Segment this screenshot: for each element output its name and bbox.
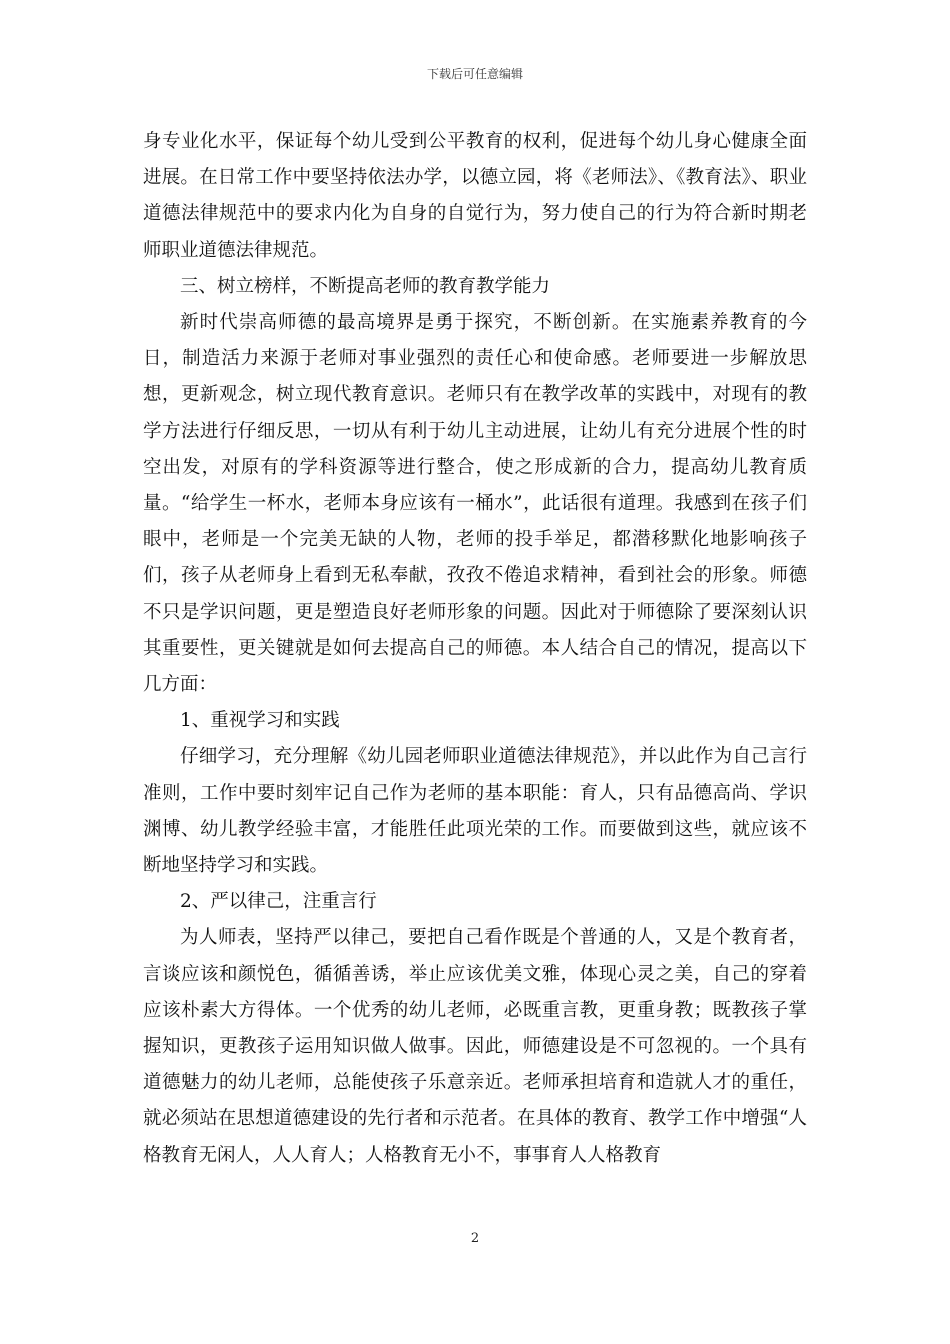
section-heading-3: 三、树立榜样，不断提高老师的教育教学能力 [180, 275, 551, 297]
page-header: 下载后可任意编辑 [426, 67, 523, 81]
subheading-1: 1、重视学习和实践 [180, 710, 340, 732]
paragraph-study-practice: 仔细学习，充分理解《幼儿园老师职业道德法律规范》，并以此作为自己言行准则，工作中要时刻牢记自己作为老师的基本职能：育人，只有品德高尚、学识渊博、幼儿教学经验丰富，才能胜任此项光荣的工作。而要做到这些，就应该不断地坚持学习和实践。 [143, 746, 807, 877]
subheading-2: 2、严以律己，注重言行 [180, 891, 377, 913]
document-body [143, 124, 807, 1174]
paragraph-innovation: 新时代崇高师德的最高境界是勇于探究，不断创新。在实施素养教育的今日，制造活力来源于老师对事业强烈的责任心和使命感。老师要进一步解放思想，更新观念，树立现代教育意识。老师只有在教学改革的实践中，对现有的教学方法进行仔细反思，一切从有利于幼儿主动进展，让幼儿有充分进展个性的时空出发，对原有的学科资源等进行整合，使之形成新的合力，提高幼儿教育质量。“给学生一杯水，老师本身应该有一桶水”，此话很有道理。我感到在孩子们眼中，老师是一个完美无缺的人物，老师的投手举足，都潜移默化地影响孩子们，孩子从老师身上看到无私奉献，孜孜不倦追求精神，看到社会的形象。师德不只是学识问题，更是塑造良好老师形象的问题。因此对于师德除了要深刻认识其重要性，更关键就是如何去提高自己的师德。本人结合自己的情况，提高以下几方面： [143, 312, 807, 696]
paragraph-self-discipline: 为人师表，坚持严以律己，要把自己看作既是个普通的人，又是个教育者，言谈应该和颜悦色，循循善诱，举止应该优美文雅，体现心灵之美，自己的穿着应该朴素大方得体。一个优秀的幼儿老师，必既重言教，更重身教；既教孩子掌握知识，更教孩子运用知识做人做事。因此，师德建设是不可忽视的。一个具有道德魅力的幼儿老师，总能使孩子乐意亲近。老师承担培育和造就人才的重任，就必须站在思想道德建设的先行者和示范者。在具体的教育、教学工作中增强“人格教育无闲人，人人育人；人格教育无小不，事事育人人格教育 [143, 927, 807, 1166]
paragraph-continuation: 身专业化水平，保证每个幼儿受到公平教育的权利，促进每个幼儿身心健康全面进展。在日常工作中要坚持依法办学，以德立园，将《老师法》、《教育法》、职业道德法律规范中的要求内化为自身的自觉行为，努力使自己的行为符合新时期老师职业道德法律规范。 [143, 131, 807, 261]
page-number: 2 [470, 1231, 480, 1246]
